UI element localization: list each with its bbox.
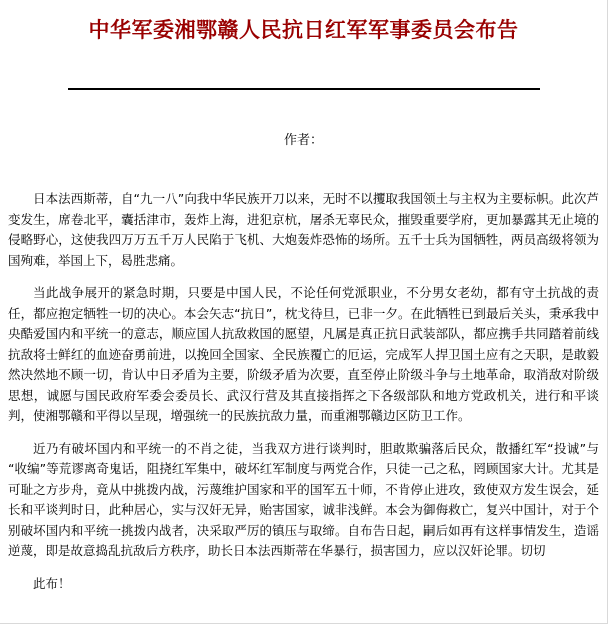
author-label: 作者： — [283, 133, 323, 148]
page-title: 中华军委湘鄂赣人民抗日红军军事委员会布告 — [88, 18, 519, 42]
paragraph-2: 当此战争展开的紧急时期，只要是中国人民，不论任何党派职业，不分男女老幼，都有守土抗战的责任，都应抱定牺牲一切的决心。本会矢志“抗日”，枕戈待旦，已非一夕。在此牺牲已到最后关头，秉承我中央酷爱国内和平统一的意志，顺应国人抗敌救国的愿望，凡属是真正抗日武装部队，都应携手共同踏着前线抗敌将士鲜红的血迹奋勇前进，以挽回全国家、全民族覆亡的厄运，完成军人捍卫国土应有之天职，是敢毅然决然地不顾一切，肯认中日矛盾为主要，阶级矛盾为次要，直至停止阶级斗争与土地革命，取消敌对阶级思想，诚愿与国民政府军委会委员长、武汉行营及其直接指挥之下各级部队和地方党政机关，进行和平谈判，使湘鄂赣和平得以呈现，增强统一的民族抗敌力量，而重湘鄂赣边区防卫工作。 — [8, 285, 599, 423]
paragraph-3: 近乃有破坏国内和平统一的不肖之徒，当我双方进行谈判时，胆敢欺骗落后民众，散播红军“投诚”与“收编”等荒谬离奇鬼话，阻挠红军集中，破坏红军制度与两党合作，只徒一己之私，罔顾国家大计。尤其是可耻之方步舟，竟从中挑拨内战，污蔑维护国家和平的国军五十师，不肯停止进攻，致使双方发生误会，延长和平谈判时日，此种居心，实与汉奸无异，贻害国家，诚非浅鲜。本会为御侮救亡，复兴中国计，对于个别破坏国内和平统一挑拨内战者，决采取严厉的镇压与取缔。自布告日起，嗣后如再有这样事情发生，造谣逆蔑，即是故意捣乱抗敌后方秩序，助长日本法西斯蒂在华暴行，损害国力，应以汉奸论罪。切切 — [8, 440, 599, 558]
title-divider-rule — [68, 88, 540, 90]
closing-statement: 此布！ — [33, 575, 71, 591]
paragraph-1: 日本法西斯蒂，自“九一八”向我中华民族开刀以来，无时不以攫取我国领土与主权为主要标帜。此次芦变发生，席卷北平，囊括津市，轰炸上海，进犯京杭，屠杀无辜民众，摧毁重要学府，更加暴露其无止境的侵略野心，这使我四万万五千万人民陷于飞机、大炮轰炸恐怖的场所。五千士兵为国牺牲，两员高级将领为国殉难，举国上下，曷胜悲痛。 — [8, 191, 599, 268]
document-body — [0, 189, 607, 594]
